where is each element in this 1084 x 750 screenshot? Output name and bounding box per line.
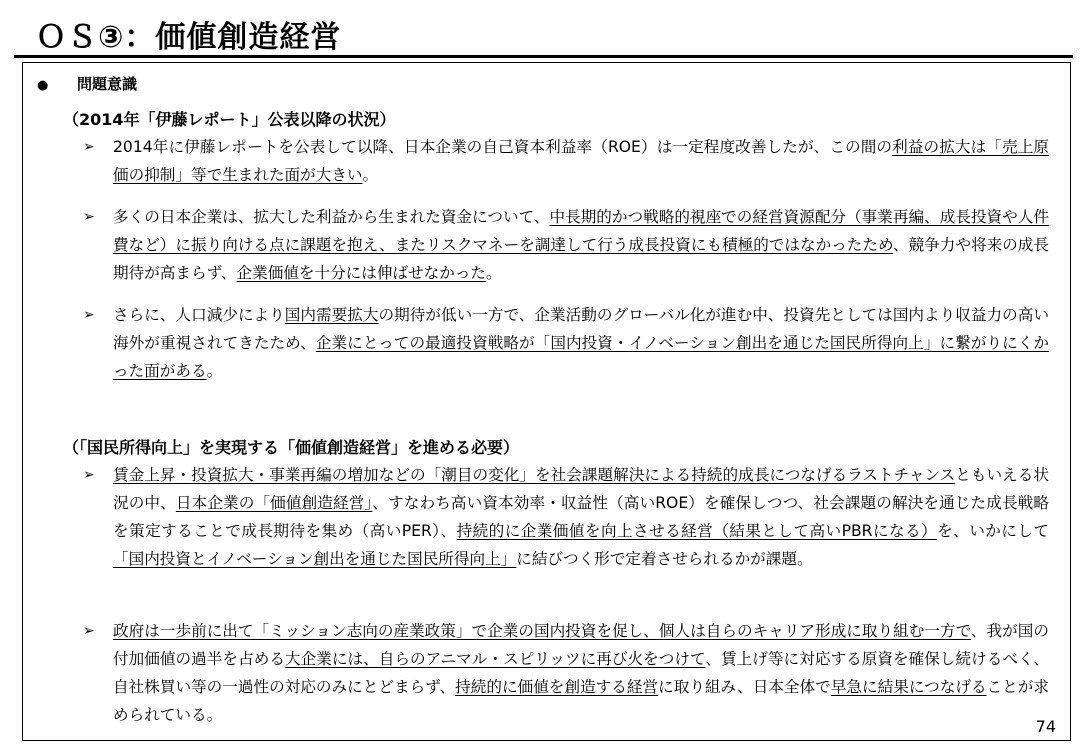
title-underline [14,55,1073,58]
arrow-bullet-icon: ➢ [83,307,95,323]
bullet-item [83,203,1049,287]
bullet-text [113,617,1049,729]
bullet-segment: 、競争力や将来の成長期待が高まらず、 [113,236,1049,282]
bullet-segment-underlined: 中長期的かつ戦略的視座での経営資源配分（事業再編、成長投資や人件費など）に振り向ける点に課題を抱え、またリスクマネーを調達して行う成長投資にも積極的ではなかったため [113,208,1049,254]
bullet-segment-underlined: 大企業には、自らのアニマル・スピリッツに再び火をつけて [284,650,706,668]
bullet-segment-underlined: 企業価値を十分には伸ばせなかった [236,264,487,282]
bullet-segment-underlined: 企業にとっての最適投資戦略が「国内投資・イノベーション創出を通じた国民所得向上」に繋がりにくかった面がある [113,334,1049,380]
arrow-bullet-icon: ➢ [83,623,95,639]
bullet-segment: 、すなわち高い資本効率・収益性（高いROE）を確保しつつ、社会課題の解決を通じた成長戦略を策定することで成長期待を集め（高いPER）、 [113,494,1049,540]
topic-heading [37,73,137,94]
bullet-segment: に取り組み、日本全体で [658,678,831,696]
content-frame [22,62,1071,741]
bullet-item [83,133,1049,189]
bullet-segment-underlined: 「国内投資とイノベーション創出を通じた国民所得向上」 [113,550,517,568]
topic-label: 問題意識 [77,75,138,93]
bullet-item [83,461,1049,573]
arrow-bullet-icon: ➢ [83,467,95,483]
bullet-segment-underlined: 持続的に価値を創造する経営 [455,678,659,696]
bullet-item [83,617,1049,729]
bullet-segment-underlined: 政府は一歩前に出て「ミッション志向の産業政策」で企業の国内投資を促し、個人は自らのキャリア形成に取り組む一方で [113,622,971,640]
bullet-text [113,133,1049,189]
bullet-segment: 。 [206,362,223,380]
bullet-segment-underlined: 早急に結果につなげる [830,678,987,696]
bullet-segment: 。 [362,166,379,184]
bullet-segment-underlined: 賃金上昇・投資拡大・事業再編の増加などの「潮目の変化」を社会課題解決による持続的成長につなげるラストチャンス [113,466,956,484]
bullet-segment: さらに、人口減少により [113,306,285,324]
bullet-segment: ことが求められている。 [113,678,1049,724]
bullet-segment-underlined: 日本企業の「価値創造経営」 [175,494,373,512]
bullet-dot-icon: ● [37,78,49,93]
bullet-segment-underlined: 持続的に企業価値を向上させる経営（結果として高いPBRになる） [456,522,938,540]
bullet-text [113,461,1049,573]
arrow-bullet-icon: ➢ [83,139,95,155]
section-heading-need: （「国民所得向上」を実現する「価値創造経営」を進める必要） [63,438,520,457]
bullet-text [113,301,1049,385]
bullet-segment: 。 [486,264,502,282]
bullet-segment: の期待が低い一方で、企業活動のグローバル化が進む中、投資先としては国内より収益力の高い海外が重視されてきたため、 [113,306,1049,352]
slide-title: ＯＳ③：価値創造経営 [36,20,342,55]
bullet-segment: を、いかにして [937,522,1049,540]
bullet-segment: に結びつく形で定着させられるかが課題。 [516,550,813,568]
bullet-segment: 多くの日本企業は、拡大した利益から生まれた資金について、 [113,208,550,226]
arrow-bullet-icon: ➢ [83,209,95,225]
bullet-segment: 2014年に伊藤レポートを公表して以降、日本企業の自己資本利益率（ROE）は一定程度改善したが、この間の [113,138,893,156]
bullet-segment: 、我が国の付加価値の過半を占める [113,622,1049,668]
bullet-segment-underlined: 国内需要拡大 [284,306,379,324]
bullet-segment: 、賃上げ等に対応する原資を確保し続けるべく、自社株買い等の一過性の対応のみにとどまらず、 [113,650,1049,696]
page-number: 74 [1035,717,1056,736]
bullet-item [83,301,1049,385]
bullet-text [113,203,1049,287]
bullet-segment-underlined: 利益の拡大は「売上原価の抑制」等で生まれた面が大きい [113,138,1049,184]
bullet-segment: ともいえる状況の中、 [113,466,1049,512]
section-heading-status: （2014年「伊藤レポート」公表以降の状況） [63,110,396,129]
